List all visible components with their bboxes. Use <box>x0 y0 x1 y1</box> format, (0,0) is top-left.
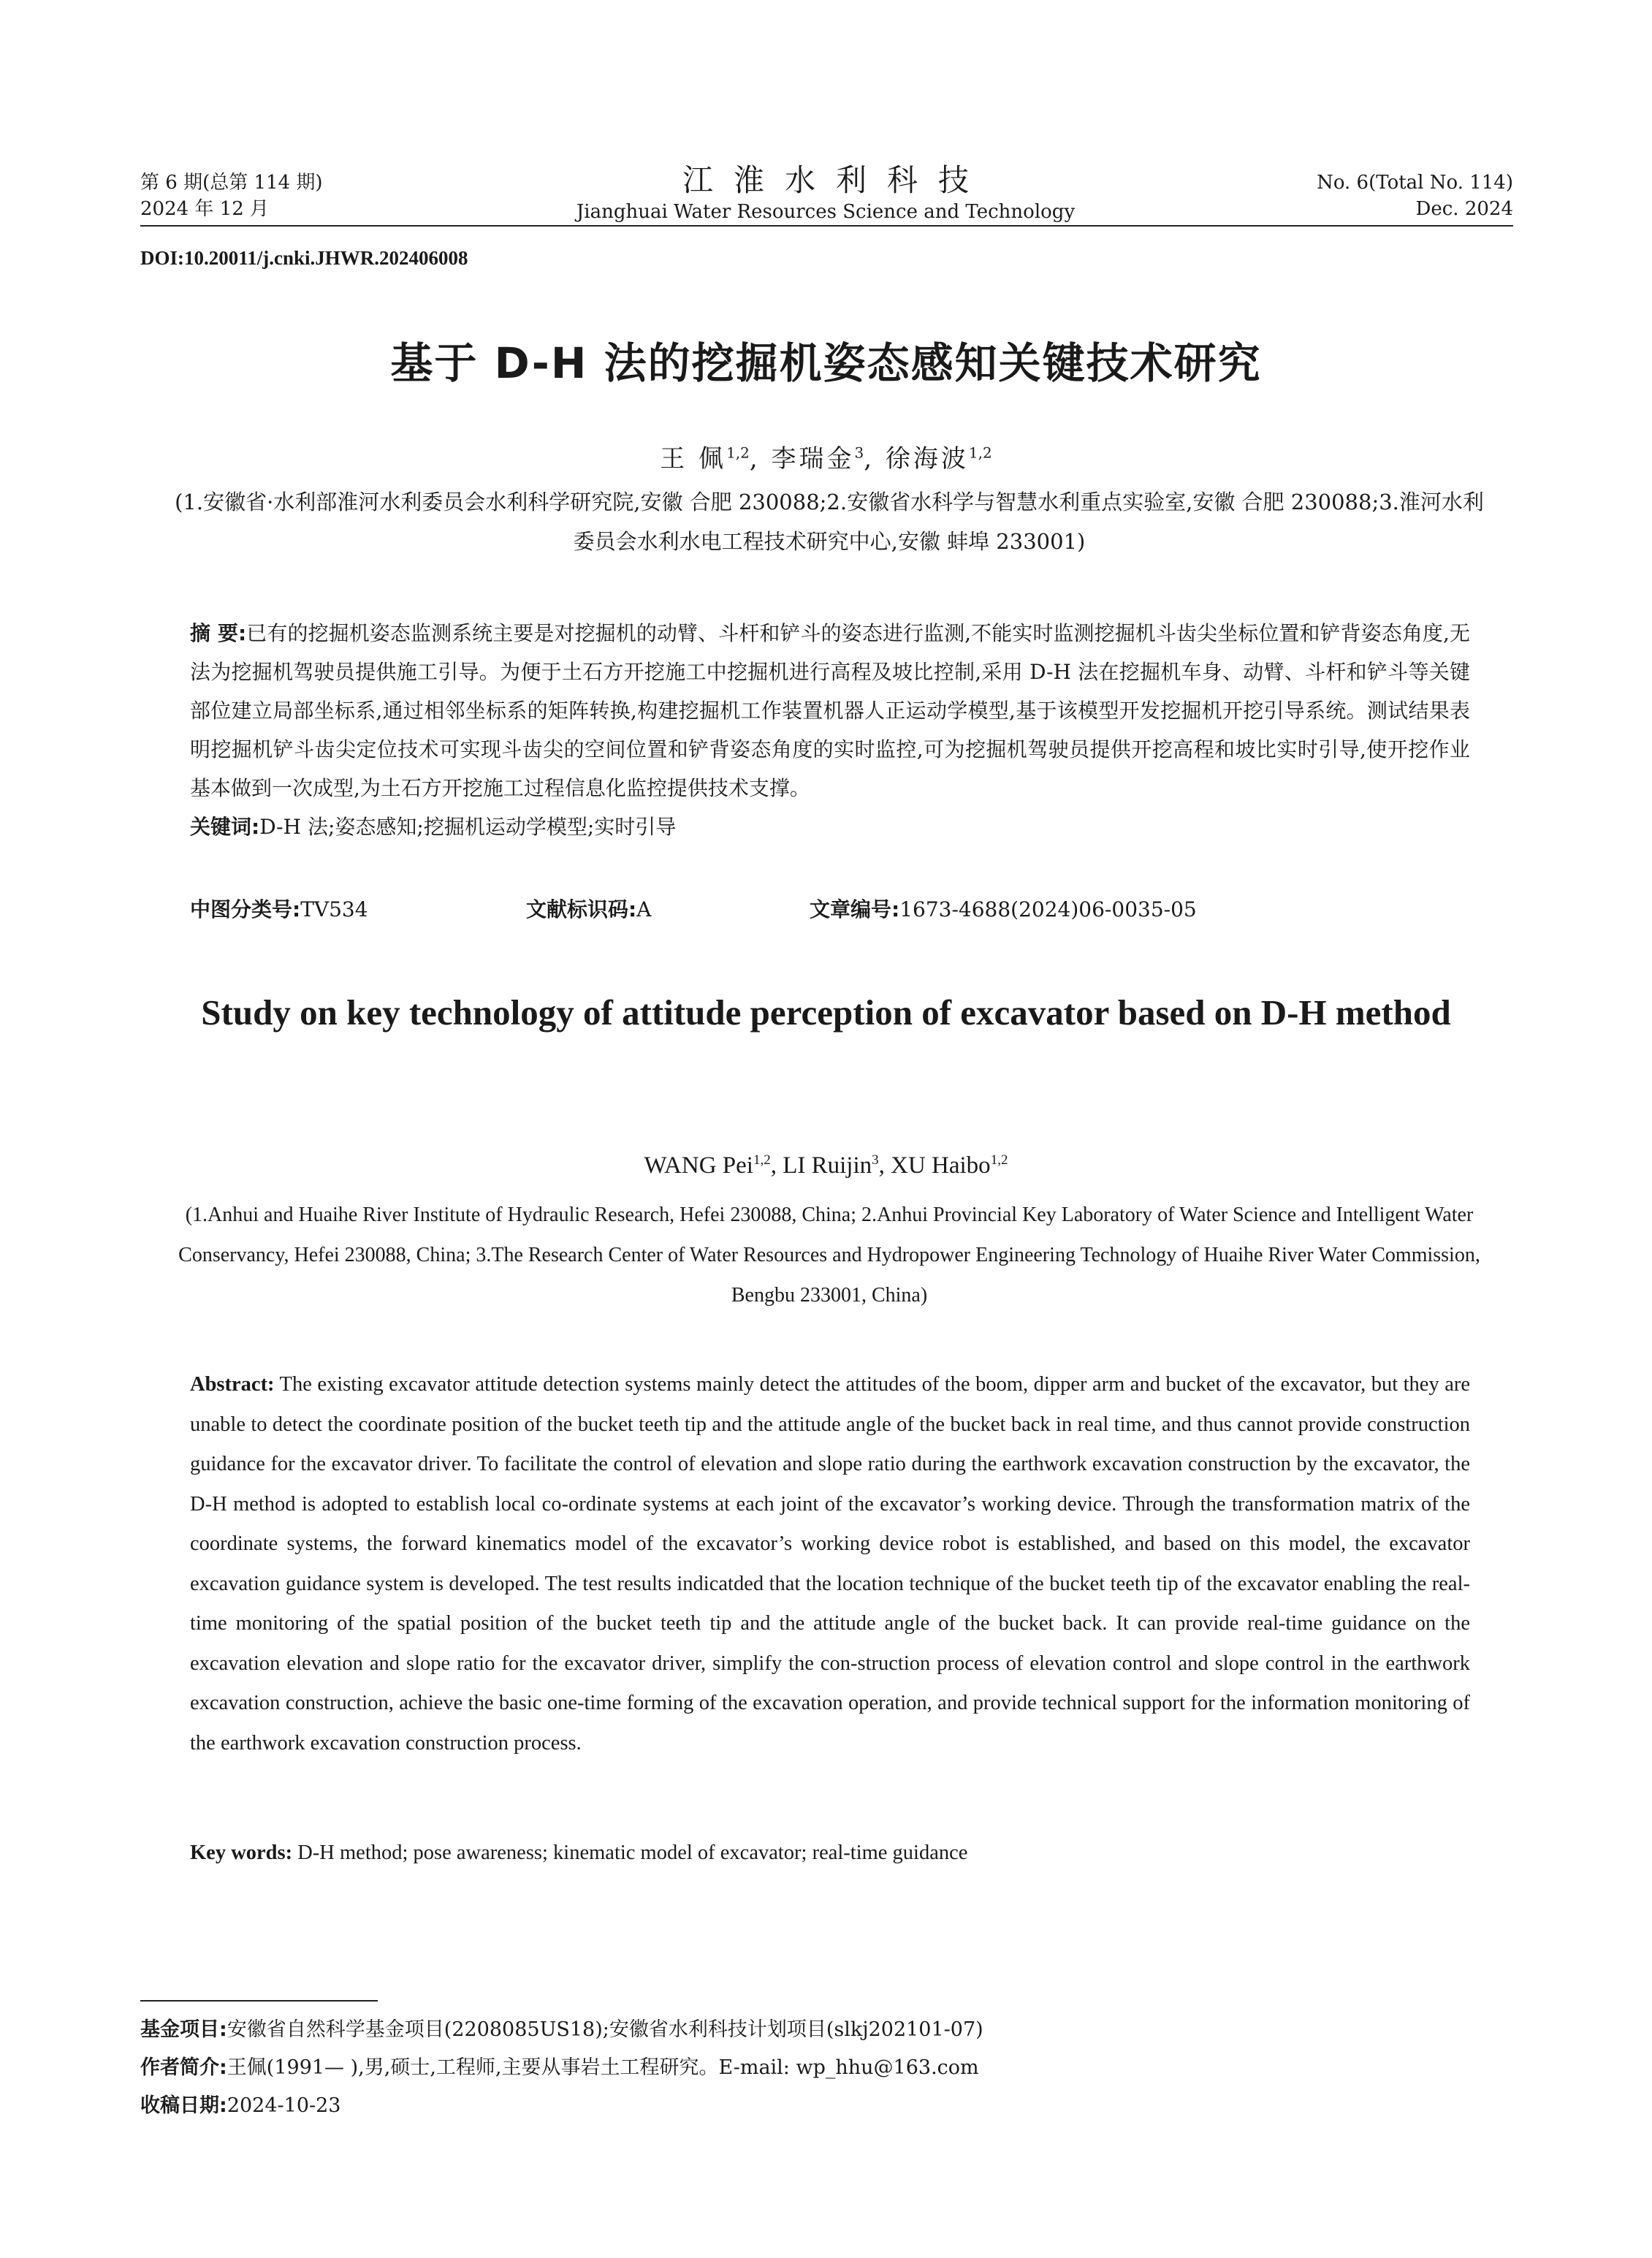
article-number <box>810 895 1197 924</box>
title-cn: 基于 D-H 法的挖掘机姿态感知关键技术研究 <box>390 338 1262 388</box>
header-journal <box>570 162 1081 224</box>
received-label: 收稿日期: <box>140 2094 227 2117</box>
footnote-received <box>140 2087 983 2125</box>
keywords-cn-text: D-H 法;姿态感知;挖掘机运动学模型;实时引导 <box>259 815 677 839</box>
affiliation-en: (1.Anhui and Huaihe River Institute of Hydraulic Research, Hefei 230088, China; 2.Anhui Provincial Key Laboratory of Water Science and Intelligent Water Conservancy, Hefei 230088, China; 3.The Research Center of Water Resources and Hydropower Engineering Technology of Huaihe River Water Commission, Bengbu 233001, China) <box>178 1204 1480 1307</box>
author-separator: , <box>749 444 772 474</box>
keywords-cn-label: 关键词: <box>190 815 260 839</box>
author-bio-label: 作者简介: <box>140 2056 227 2079</box>
authors-cn <box>0 438 1652 474</box>
author-name: 徐海波 <box>885 444 969 474</box>
doi: DOI:10.20011/j.cnki.JHWR.202406008 <box>140 247 468 269</box>
author-affil-mark: 1,2 <box>753 1152 771 1168</box>
journal-name-cn: 江淮水利科技 <box>682 162 989 198</box>
affiliation-cn: (1.安徽省·水利部淮河水利委员会水利科学研究院,安徽 合肥 230088;2.安徽省水科学与智慧水利重点实验室,安徽 合肥 230088;3.淮河水利委员会水利水电工程技术研究中心,安徽 蚌埠 233001) <box>175 490 1484 554</box>
document-code-value: A <box>636 897 652 921</box>
header-issue-en <box>1317 170 1513 222</box>
author-separator: , <box>878 1152 891 1179</box>
journal-name-en: Jianghuai Water Resources Science and Technology <box>576 201 1076 223</box>
author-affil-mark: 3 <box>854 444 864 462</box>
issue-number-en: No. 6(Total No. 114) <box>1317 172 1513 194</box>
authors-en <box>0 1152 1652 1179</box>
keywords-en-label: Key words: <box>190 1841 293 1864</box>
document-code-label: 文献标识码: <box>526 897 637 921</box>
footnote-divider <box>140 2000 378 2002</box>
issue-number-cn: 第 6 期(总第 114 期) <box>140 172 323 194</box>
author-affil-mark: 1,2 <box>726 444 750 462</box>
header-divider <box>140 225 1513 227</box>
received-date: 2024-10-23 <box>227 2094 341 2117</box>
abstract-cn-label: 摘 要: <box>190 621 247 645</box>
author-affil-mark: 1,2 <box>968 444 992 462</box>
keywords-en-text: D-H method; pose awareness; kinematic model of excavator; real-time guidance <box>297 1841 968 1864</box>
author-name: 王 佩 <box>660 444 727 474</box>
clc-label: 中图分类号: <box>190 897 301 921</box>
article-number-value: 1673-4688(2024)06-0035-05 <box>899 897 1197 921</box>
footnotes <box>140 2011 983 2125</box>
abstract-en-label: Abstract: <box>190 1373 275 1396</box>
clc-value: TV534 <box>300 897 368 921</box>
author-affil-mark: 3 <box>872 1152 879 1168</box>
footnote-author <box>140 2049 983 2087</box>
document-code <box>526 895 651 924</box>
author-bio-text: 王佩(1991— ),男,硕士,工程师,主要从事岩土工程研究。E-mail: wp_hhu@163.com <box>227 2056 979 2079</box>
abstract-en-text: The existing excavator attitude detection systems mainly detect the attitudes of the boom, dipper arm and bucket of the excavator, but they are unable to detect the coordinate position of the bucket teeth tip and the attitude angle of the bucket back in real time, and thus cannot provide construction guidance for the excavator driver. To facilitate the control of elevation and slope ratio during the earthwork excavation construction by the excavator, the D-H method is adopted to establish local co-ordinate systems at each joint of the excavator’s working device. Through the transformation matrix of the coordinate systems, the forward kinematics model of the excavator’s working device robot is established, and based on this model, the excavator excavation guidance system is developed. The test results indicatded that the location technique of the bucket teeth tip of the excavator enabling the real-time monitoring of the spatial position of the bucket teeth tip and the attitude angle of the bucket back. It can provide real-time guidance on the excavation elevation and slope ratio for the excavator driver, simplify the con-struction process of elevation control and slope control in the earthwork excavation construction, achieve the basic one-time forming of the excavation operation, and provide technical support for the information monitoring of the earthwork excavation construction process. <box>190 1373 1470 1755</box>
article-number-label: 文章编号: <box>810 897 900 921</box>
fund-label: 基金项目: <box>140 2018 227 2041</box>
abstract-en <box>190 1365 1470 1763</box>
issue-date-en: Dec. 2024 <box>1415 198 1513 220</box>
header-issue-cn <box>140 170 323 222</box>
title-en: Study on key technology of attitude perception of excavator based on D-H method <box>201 992 1451 1033</box>
abstract-cn-text: 已有的挖掘机姿态监测系统主要是对挖掘机的动臂、斗杆和铲斗的姿态进行监测,不能实时监测挖掘机斗齿尖坐标位置和铲背姿态角度,无法为挖掘机驾驶员提供施工引导。为便于土石方开挖施工中挖掘机进行高程及坡比控制,采用 D-H 法在挖掘机车身、动臂、斗杆和铲斗等关键部位建立局部坐标系,通过相邻坐标系的矩阵转换,构建挖掘机工作装置机器人正运动学模型,基于该模型开发挖掘机开挖引导系统。测试结果表明挖掘机铲斗齿尖定位技术可实现斗齿尖的空间位置和铲背姿态角度的实时监控,可为挖掘机驾驶员提供开挖高程和坡比实时引导,使开挖作业基本做到一次成型,为土石方开挖施工过程信息化监控提供技术支撑。 <box>190 621 1471 800</box>
author-name-en: LI Ruijin <box>783 1152 872 1179</box>
author-separator: , <box>770 1152 783 1179</box>
clc-code <box>190 895 368 924</box>
author-separator: , <box>864 444 886 474</box>
abstract-cn <box>190 614 1470 846</box>
fund-text: 安徽省自然科学基金项目(2208085US18);安徽省水利科技计划项目(slkj202101-07) <box>227 2018 983 2041</box>
issue-date-cn: 2024 年 12 月 <box>140 198 270 220</box>
footnote-fund <box>140 2011 983 2049</box>
author-affil-mark: 1,2 <box>990 1152 1008 1168</box>
author-name: 李瑞金 <box>771 444 855 474</box>
author-name-en: WANG Pei <box>644 1152 753 1179</box>
author-name-en: XU Haibo <box>891 1152 991 1179</box>
keywords-en <box>190 1841 1470 1865</box>
keywords-cn <box>190 807 1470 846</box>
